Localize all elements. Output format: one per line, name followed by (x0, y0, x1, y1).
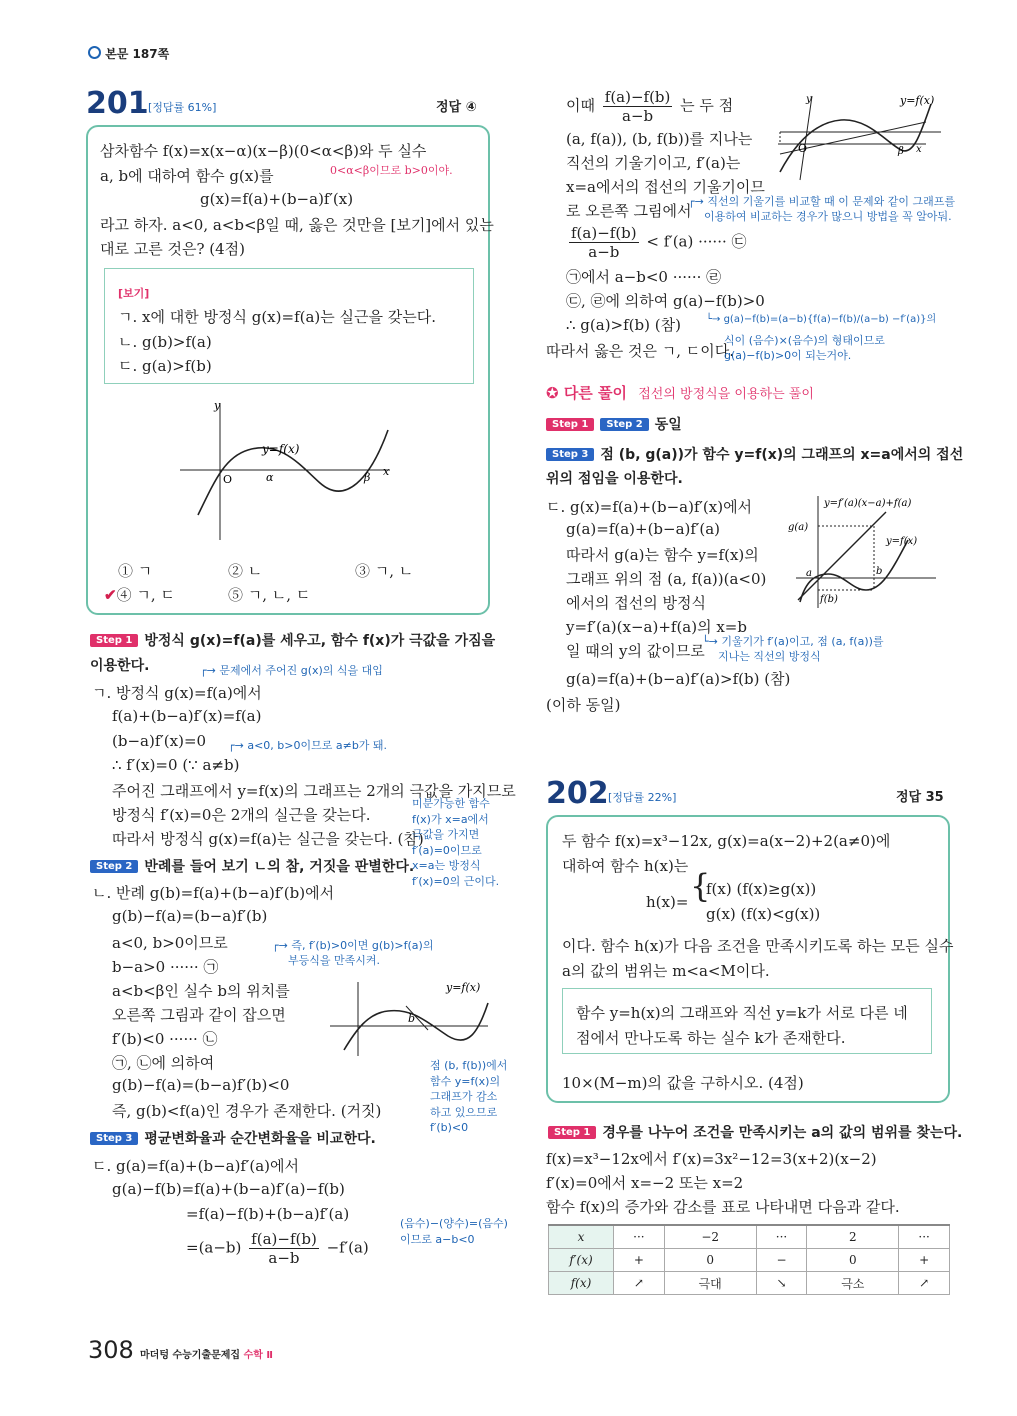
s1-line3: (b−a)f′(x)=0 (112, 732, 207, 750)
s2-line6: 오른쪽 그림과 같이 잡으면 (112, 1006, 286, 1024)
s202-line2: f′(x)=0에서 x=−2 또는 x=2 (546, 1174, 744, 1192)
brace: { (690, 867, 711, 905)
s1-line6: 방정식 f′(x)=0은 2개의 실근을 갖는다. (112, 806, 371, 824)
r201-line4: 로 오른쪽 그림에서 (566, 202, 692, 220)
note-slope: ┌→ 직선의 기울기를 비교할 때 이 문제와 같이 그래프를 이용하여 비교하는 경우가 많으니 방법을 꼭 알아둬. (688, 195, 955, 223)
alt-line8: g(a)=f(a)+(b−a)f′(a)>f(b) (참) (566, 670, 791, 688)
page-number: 308 (88, 1336, 134, 1364)
table-row: f(x) ↗ 극대 ↘ 극소 ↗ (549, 1272, 950, 1295)
note-a-ne-b: ┌→ a<0, b>0이므로 a≠b가 돼. (228, 739, 388, 752)
s202-line1: f(x)=x³−12x에서 f′(x)=3x²−12=3(x+2)(x−2) (546, 1150, 877, 1168)
graph-201-b (328, 978, 498, 1058)
graph-201-right (776, 92, 952, 182)
note-inequality: ┌→ 즉, f′(b)>0이면 g(b)>f(a)의 부등식을 만족시켜. (272, 939, 434, 967)
r201-line6: ㉠에서 a−b<0 ······ ㉣ (566, 268, 722, 286)
s3-line4: =(a−b) $\frac{f(a)-f(b)}{a-b}$ −f′(a) (186, 1230, 369, 1267)
r5-fraction: $\frac{f(a)-f(b)}{a-b}$ (571, 224, 637, 261)
q202-line1: 두 함수 f(x)=x³−12x, g(x)=a(x−2)+2(a≠0)에 (562, 832, 891, 850)
r201-line5: $\frac{f(a)-f(b)}{a-b}$ < f′(a) ······ ㉢ (571, 224, 747, 261)
step1-201: Step 1 방정식 g(x)=f(a)를 세우고, 함수 f(x)가 극값을 가짐을 (90, 630, 495, 650)
s2-line4: b−a>0 ······ ㉠ (112, 958, 219, 976)
problem-number-201: 201 (86, 86, 149, 121)
s2-line1: ㄴ. 반례 g(b)=f(a)+(b−a)f′(b)에서 (92, 884, 335, 902)
s202-line3: 함수 f(x)의 증가와 감소를 표로 나타내면 다음과 같다. (546, 1198, 900, 1216)
bogi-item-1: ㄱ. x에 대한 방정식 g(x)=f(a)는 실근을 갖는다. (118, 308, 436, 326)
r201-line7: ㉢, ㉣에 의하여 g(a)−f(b)>0 (566, 292, 765, 310)
alt-step3-cont: 위의 점임을 이용한다. (546, 471, 683, 487)
rate-202: [정답률 22%] (608, 791, 677, 804)
alt-step12: Step 1 Step 2 동일 (546, 414, 682, 434)
star-icon: ✪ (546, 384, 559, 402)
graph-x-label: x (383, 465, 390, 478)
alt-step3: Step 3 점 (b, g(a))가 함수 y=f(x)의 그래프의 x=a에서의 접선 (546, 444, 963, 464)
graph-origin: O (223, 473, 233, 486)
q202-line4: a의 값의 범위는 m<a<M이다. (562, 962, 770, 980)
choice-5: ⑤ ㄱ, ㄴ, ㄷ (228, 586, 311, 604)
table-row: f′(x) + 0 − 0 + (549, 1249, 950, 1272)
galt-fx: y=f(x) (886, 536, 918, 547)
galt-fn: y=f′(a)(x−a)+f(a) (824, 498, 912, 509)
alt-line2: g(a)=f(a)+(b−a)f′(a) (566, 520, 721, 538)
galt-ga: g(a) (788, 522, 809, 533)
s1-line2: f(a)+(b−a)f′(x)=f(a) (112, 707, 262, 725)
q201-line2: a, b에 대하여 함수 g(x)를 (100, 167, 274, 185)
cond-line2: 점에서 만나도록 하는 실수 k가 존재한다. (576, 1029, 846, 1047)
alt-line3: 따라서 g(a)는 함수 y=f(x)의 (566, 546, 759, 564)
cond-line1: 함수 y=h(x)의 그래프와 직선 y=k가 서로 다른 네 (576, 1004, 908, 1022)
rgraph-fn: y=f(x) (900, 94, 935, 107)
s2-line2: g(b)−f(a)=(b−a)f′(b) (112, 907, 268, 925)
rate-201: [정답률 61%] (148, 101, 217, 114)
note-point: 점 (b, f(b))에서 함수 y=f(x)의 그래프가 감소 하고 있으므로 f′(b)<0 (430, 1059, 508, 1134)
r201-line8: ∴ g(a)>f(b) (참) (566, 316, 681, 334)
step3-tag: Step 3 (90, 1132, 138, 1145)
q202-case2: g(x) (f(x)<g(x)) (706, 905, 821, 923)
alt-heading: ✪ 다른 풀이 접선의 방정식을 이용하는 풀이 (546, 384, 814, 402)
check-icon: ✔ (104, 586, 117, 604)
alt-line1: ㄷ. g(x)=f(a)+(b−a)f′(x)에서 (546, 498, 753, 516)
s3-fraction: $\frac{f(a)-f(b)}{a-b}$ (251, 1230, 317, 1267)
answer-202: 정답 35 (896, 790, 944, 805)
s2-line10: 즉, g(b)<f(a)인 경우가 존재한다. (거짓) (112, 1102, 382, 1120)
note-tangent: └→ 기울기가 f′(a)이고, 점 (a, f(a))를 지나는 직선의 방정식 (702, 635, 884, 663)
note-sign: (음수)−(양수)=(음수) 이므로 a−b<0 (400, 1217, 508, 1246)
step2-201: Step 2 반례를 들어 보기 ㄴ의 참, 거짓을 판별한다. (90, 856, 414, 876)
note-product2: 식이 (음수)×(음수)의 형태이므로 g(a)−f(b)>0이 되는거야. (724, 334, 885, 362)
note-differentiable: 미분가능한 함수 f(x)가 x=a에서 극값을 가지면 f′(a)=0이므로 x=a는 방정식 f′(x)=0의 근이다. (412, 797, 500, 888)
sign-table (548, 1224, 950, 1295)
step2-tag: Step 2 (90, 860, 138, 873)
choice-4: ✔④ ㄱ, ㄷ (104, 586, 175, 604)
r201-line0: 이때 $\frac{f(a)-f(b)}{a-b}$ 는 두 점 (566, 88, 734, 125)
graph-beta: β (364, 471, 371, 484)
step1-tag: Step 1 (90, 634, 138, 647)
step1-201-cont: 이용한다. (90, 658, 150, 674)
graph2-b: b (408, 1012, 416, 1025)
s1-line5: 주어진 그래프에서 y=f(x)의 그래프는 2개의 극값을 가지므로 (112, 782, 516, 800)
s1-line1: ㄱ. 방정식 g(x)=f(a)에서 (92, 684, 262, 702)
bogi-title: [보기] (118, 287, 150, 300)
choice-2: ② ㄴ (228, 562, 263, 580)
choice-1: ① ㄱ (118, 562, 153, 580)
note-substitute: ┌→ 문제에서 주어진 g(x)의 식을 대입 (200, 664, 383, 677)
book-title: 마더텅 수능기출문제집 수학 Ⅱ (140, 1350, 273, 1361)
s2-line7: f′(b)<0 ······ ㉡ (112, 1030, 218, 1048)
q201-line5: 대로 고른 것은? (4점) (100, 240, 246, 258)
alt-line5: 에서의 접선의 방정식 (566, 594, 706, 612)
galt-a: a (806, 568, 812, 579)
s3-line2: g(a)−f(b)=f(a)+(b−a)f′(a)−f(b) (112, 1180, 345, 1198)
r201-line9: 따라서 옳은 것은 ㄱ, ㄷ이다. (546, 342, 734, 360)
bogi-item-2: ㄴ. g(b)>f(a) (118, 333, 212, 351)
graph-alpha: α (266, 471, 274, 484)
q202-line5: 10×(M−m)의 값을 구하시오. (4점) (562, 1074, 804, 1092)
q202-h: h(x)= (646, 893, 689, 911)
graph-alt (786, 490, 952, 610)
alt-line9: (이하 동일) (546, 696, 621, 714)
s3-line1: ㄷ. g(a)=f(a)+(b−a)f′(a)에서 (92, 1157, 300, 1175)
rgraph-y: y (806, 94, 812, 105)
q202-line3: 이다. 함수 h(x)가 다음 조건을 만족시키도록 하는 모든 실수 (562, 937, 954, 955)
choice-3: ③ ㄱ, ㄴ (355, 562, 414, 580)
alt-line7: 일 때의 y의 값이므로 (566, 642, 705, 660)
s2-line9: g(b)−f(a)=(b−a)f′(b)<0 (112, 1076, 290, 1094)
s2-line5: a<b<β인 실수 b의 위치를 (112, 982, 290, 1000)
q202-case1: f(x) (f(x)≥g(x)) (706, 880, 817, 898)
q201-line1: 삼차함수 f(x)=x(x−α)(x−β)(0<α<β)와 두 실수 (100, 142, 427, 160)
rgraph-o: O (798, 142, 808, 155)
step3-201: Step 3 평균변화율과 순간변화율을 비교한다. (90, 1128, 376, 1148)
alt-line6: y=f′(a)(x−a)+f(a)의 x=b (566, 618, 747, 636)
table-row: x ··· −2 ··· 2 ··· (549, 1225, 950, 1249)
graph-fn-label: y=f(x) (262, 442, 300, 456)
s1-line4: ∴ f′(x)=0 (∵ a≠b) (112, 756, 240, 774)
q202-line2: 대하여 함수 h(x)는 (562, 857, 689, 875)
rgraph-beta: β (898, 146, 904, 157)
r201-line1: (a, f(a)), (b, f(b))를 지나는 (566, 130, 753, 148)
section-ref: 본문 187쪽 (88, 45, 169, 62)
problem-number-202: 202 (546, 776, 609, 811)
r201-line2: 직선의 기울기이고, f′(a)는 (566, 154, 741, 172)
answer-201: 정답 ④ (436, 100, 477, 115)
circle-icon (88, 46, 101, 59)
galt-fb: f(b) (820, 594, 838, 605)
q201-note: 0<α<β이므로 b>0이야. (330, 164, 453, 177)
galt-b: b (876, 566, 883, 577)
q201-gdef: g(x)=f(a)+(b−a)f′(x) (200, 190, 354, 208)
s1-line7: 따라서 방정식 g(x)=f(a)는 실근을 갖는다. (참) (112, 830, 424, 848)
graph-201 (170, 395, 400, 545)
note-product: └→ g(a)−f(b)=(a−b){f(a)−f(b)/(a−b) −f′(a)}의 (706, 314, 937, 325)
q201-line4: 라고 하자. a<0, a<b<β일 때, 옳은 것만을 [보기]에서 있는 (100, 216, 494, 234)
alt-line4: 그래프 위의 점 (a, f(a))(a<0) (566, 570, 767, 588)
rgraph-x: x (916, 144, 922, 155)
bogi-item-3: ㄷ. g(a)>f(b) (118, 357, 212, 375)
s2-line3: a<0, b>0이므로 (112, 934, 228, 952)
s3-line3: =f(a)−f(b)+(b−a)f′(a) (186, 1205, 350, 1223)
step1-202: Step 1 경우를 나누어 조건을 만족시키는 a의 값의 범위를 찾는다. (548, 1122, 962, 1142)
r-fraction: $\frac{f(a)-f(b)}{a-b}$ (604, 88, 671, 125)
graph-y-label: y (214, 399, 221, 412)
graph2-fn: y=f(x) (446, 981, 481, 994)
s2-line8: ㉠, ㉡에 의하여 (112, 1054, 215, 1072)
r201-line3: x=a에서의 접선의 기울기이므 (566, 178, 765, 196)
